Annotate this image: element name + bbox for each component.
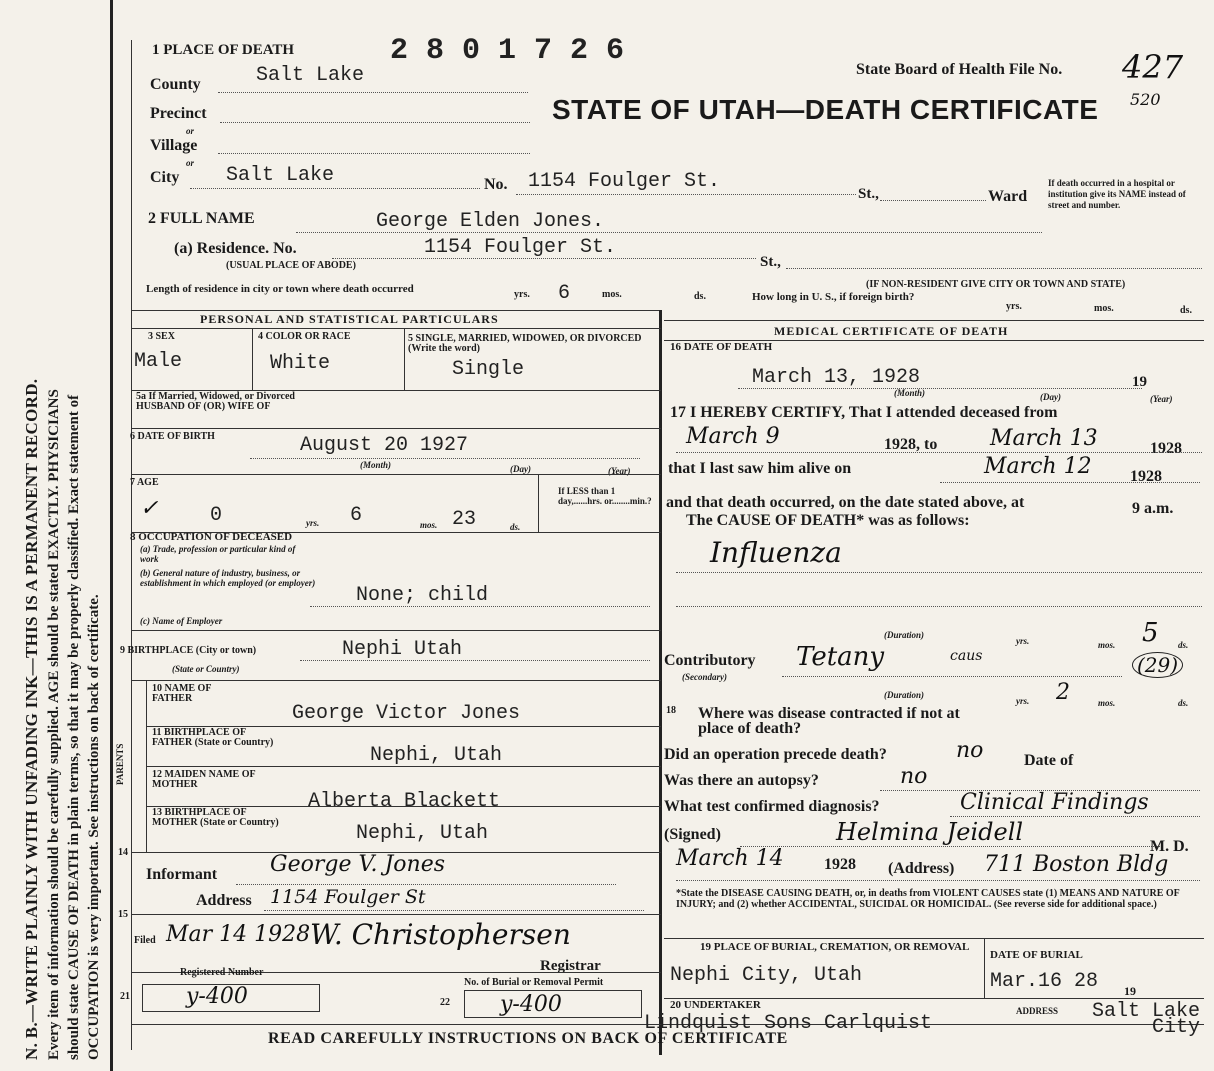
file-number-label: State Board of Health File No. [856, 61, 1063, 78]
filed-value: Mar 14 1928 [166, 922, 311, 947]
us-label: How long in U. S., if foreign birth? [752, 291, 915, 303]
dob-day-label: (Day) [510, 464, 531, 474]
age-yrs-label: yrs. [306, 518, 320, 528]
parents-label: PARENTS [115, 743, 125, 785]
residence-st-label: St., [760, 254, 781, 270]
date-of-label: Date of [1024, 752, 1074, 769]
undertaker-label: 20 UNDERTAKER [670, 999, 761, 1011]
medical-heading: MEDICAL CERTIFICATE OF DEATH [774, 324, 1009, 338]
non-resident-note: (IF NON-RESIDENT GIVE CITY OR TOWN AND STATE) [866, 279, 1126, 290]
mother-birthplace-label: 13 BIRTHPLACE OF MOTHER (State or Country) [152, 807, 279, 828]
item-15: 15 [118, 909, 128, 920]
us-mos: mos. [1094, 303, 1114, 314]
father-birthplace-label: 11 BIRTHPLACE OF FATHER (State or Country) [152, 727, 274, 748]
death-occurred-label: and that death occurred, on the date stated above, at [666, 494, 1025, 511]
side-line-3: should state CAUSE OF DEATH in plain terms, so that it may be properly classified. Exact statement of [66, 394, 82, 1060]
contracted-label: Where was disease contracted if not at place of death? [698, 705, 960, 737]
item-14: 14 [118, 847, 128, 858]
attended-to-year: 1928 [1150, 440, 1182, 457]
duration2-mos: mos. [1098, 698, 1116, 708]
duration2-yrs: yrs. [1016, 696, 1030, 706]
stamp-number: 2 8 0 1 7 2 6 [390, 34, 625, 68]
contributory-code: (29) [1132, 652, 1183, 678]
father-birthplace-value: Nephi, Utah [370, 744, 503, 767]
certify-label: 17 I HEREBY CERTIFY, That I attended deceased from [670, 404, 1058, 421]
burial-place-label: 19 PLACE OF BURIAL, CREMATION, OR REMOVAL [700, 941, 970, 953]
age-ds-label: ds. [510, 522, 521, 532]
cause-label: The CAUSE OF DEATH* was as follows: [686, 512, 970, 529]
cause-footnote: *State the DISEASE CAUSING DEATH, or, in deaths from VIOLENT CAUSES state (1) MEANS AND NATURE OF INJURY; and (2) whether ACCIDENTAL, SUICIDAL OR HOMICIDAL. (See reverse side for additional space.) [676, 888, 1180, 910]
informant-value: George V. Jones [270, 852, 446, 877]
or-1: or [186, 126, 195, 136]
death-date-label: 16 DATE OF DEATH [670, 341, 773, 353]
duration-mos: mos. [1098, 640, 1116, 650]
county-value: Salt Lake [256, 64, 365, 87]
contributory-value: Tetany [796, 642, 885, 672]
contributory-note: caus [950, 648, 983, 664]
age-check: ✓ [140, 496, 159, 521]
age-yrs-value: 0 [210, 504, 223, 527]
burial-permit-value: y-400 [500, 992, 562, 1017]
duration2-ds: ds. [1178, 698, 1189, 708]
full-name-label: 2 FULL NAME [148, 210, 255, 227]
mother-value: Alberta Blackett [308, 790, 501, 813]
attended-from-value: March 9 [686, 424, 780, 449]
us-ds: ds. [1180, 305, 1192, 316]
death-day-label: (Day) [1040, 392, 1061, 402]
signed-date: March 14 [676, 846, 784, 871]
burial-place-value: Nephi City, Utah [670, 964, 863, 987]
sex-label: 3 SEX [148, 331, 175, 342]
last-saw-value: March 12 [984, 454, 1092, 479]
attended-to-value: March 13 [990, 426, 1098, 451]
us-yrs: yrs. [1006, 301, 1022, 312]
marital-value: Single [452, 358, 525, 381]
registered-number-value: y-400 [186, 984, 248, 1009]
birthplace-label: 9 BIRTHPLACE (City or town) [120, 645, 257, 656]
occupation-label: 8 OCCUPATION OF DECEASED [130, 531, 293, 543]
marital-label: 5 SINGLE, MARRIED, WIDOWED, OR DIVORCED (Write the word) [408, 333, 642, 354]
death-year-label: (Year) [1150, 394, 1173, 404]
age-ds-value: 23 [452, 508, 477, 531]
contributory-label: Contributory [664, 652, 756, 669]
signed-year: 1928 [824, 856, 856, 873]
filed-label: Filed [134, 935, 156, 946]
physician-address-label: (Address) [888, 860, 955, 877]
age-mos-value: 6 [350, 504, 363, 527]
md-label: M. D. [1150, 838, 1189, 855]
dob-value: August 20 1927 [300, 434, 469, 457]
duration-value: 5 [1142, 618, 1159, 648]
secondary-label: (Secondary) [682, 672, 727, 682]
operation-label: Did an operation precede death? [664, 746, 887, 763]
death-date-value: March 13, 1928 [752, 366, 921, 389]
duration-yrs: yrs. [1016, 636, 1030, 646]
cause-value: Influenza [710, 536, 842, 569]
city-label: City [150, 169, 180, 186]
county-label: County [150, 76, 201, 93]
residence-value: 1154 Foulger St. [424, 236, 617, 259]
ward-note: If death occurred in a hospital or institution give its NAME instead of street and number. [1048, 178, 1186, 210]
full-name-value: George Elden Jones. [376, 210, 605, 233]
undertaker-value: Lindquist Sons Carlquist [644, 1012, 933, 1035]
test-label: What test confirmed diagnosis? [664, 798, 880, 815]
physician-address-value: 711 Boston Bldg [984, 852, 1169, 877]
husband-label: 5a If Married, Widowed, or Divorced HUSBAND OF (OR) WIFE OF [136, 391, 295, 412]
side-instructions [12, 40, 104, 1060]
filed-signature: W. Christophersen [310, 918, 571, 951]
st-label: St., [858, 186, 879, 202]
duration-label: (Duration) [884, 630, 925, 640]
usual-abode-label: (USUAL PLACE OF ABODE) [226, 260, 356, 271]
residence-label: (a) Residence. No. [174, 240, 297, 257]
footer-instructions: READ CAREFULLY INSTRUCTIONS ON BACK OF CERTIFICATE [268, 1030, 788, 1047]
autopsy-value: no [900, 764, 928, 789]
ward-label: Ward [988, 188, 1028, 205]
city-value: Salt Lake [226, 164, 335, 187]
last-saw-year: 1928 [1130, 468, 1162, 485]
signed-label: (Signed) [664, 826, 721, 843]
if-less-label: If LESS than 1 day,......hrs. or........min.? [558, 486, 652, 506]
mother-label: 12 MAIDEN NAME OF MOTHER [152, 769, 256, 790]
autopsy-label: Was there an autopsy? [664, 772, 819, 789]
occupation-b-label: (b) General nature of industry, business, or establishment in which employed (or employer) [140, 568, 316, 588]
file-number-sub: 520 [1130, 90, 1161, 109]
last-saw-label: that I last saw him alive on [668, 460, 852, 477]
burial-date-label: DATE OF BURIAL [990, 949, 1083, 961]
precinct-label: Precinct [150, 105, 207, 122]
length-ds-label: ds. [694, 291, 706, 302]
occupation-value: None; child [356, 584, 489, 607]
item-22: 22 [440, 997, 450, 1008]
informant-label: Informant [146, 866, 218, 883]
mother-birthplace-value: Nephi, Utah [356, 822, 489, 845]
duration-ds: ds. [1178, 640, 1189, 650]
undertaker-address-label: ADDRESS [1016, 1006, 1059, 1016]
death-month-label: (Month) [894, 388, 926, 398]
length-mos-label: mos. [602, 289, 622, 300]
village-label: Village [150, 137, 198, 154]
occupation-a-label: (a) Trade, profession or particular kind of work [140, 544, 296, 564]
duration2-value: 2 [1056, 680, 1070, 705]
death-time-value: 9 a.m. [1132, 500, 1174, 517]
duration2-label: (Duration) [884, 690, 925, 700]
item-21: 21 [120, 991, 130, 1002]
file-number-value: 427 [1122, 48, 1184, 86]
certificate-title: STATE OF UTAH—DEATH CERTIFICATE [552, 94, 1099, 125]
color-label: 4 COLOR OR RACE [258, 331, 351, 342]
length-yrs-label: yrs. [514, 289, 530, 300]
length-yrs-value: 6 [558, 282, 571, 305]
informant-address-value: 1154 Foulger St [270, 886, 426, 908]
registrar-label: Registrar [540, 958, 601, 974]
or-2: or [186, 158, 195, 168]
father-value: George Victor Jones [292, 702, 521, 725]
attended-from-year: 1928, to [884, 436, 938, 453]
personal-heading: PERSONAL AND STATISTICAL PARTICULARS [200, 312, 499, 326]
age-mos-label: mos. [420, 520, 438, 530]
employer-label: (c) Name of Employer [140, 616, 223, 626]
side-line-2: Every item of information should be carefully supplied. AGE should be stated EXACTLY. PHYSICIANS [46, 389, 62, 1060]
burial-date-value: Mar.16 28 [990, 970, 1099, 993]
burial-year-prefix: 19 [1124, 984, 1136, 998]
dob-label: 6 DATE OF BIRTH [130, 431, 215, 442]
father-label: 10 NAME OF FATHER [152, 683, 212, 704]
death-year-prefix: 19 [1132, 374, 1147, 390]
side-line-4: OCCUPATION is very important. See instructions on back of certificate. [86, 594, 102, 1060]
side-line-1: N. B.—WRITE PLAINLY WITH UNFADING INK—THIS IS A PERMANENT RECORD. [22, 378, 41, 1060]
age-label: 7 AGE [130, 477, 159, 488]
informant-address-label: Address [196, 892, 252, 909]
no-label: No. [484, 176, 508, 193]
undertaker-address-value: Salt Lake City [1091, 1000, 1200, 1039]
birthplace-value: Nephi Utah [342, 638, 463, 661]
birthplace-sub-label: (State or Country) [172, 664, 240, 674]
place-of-death-label: 1 PLACE OF DEATH [152, 42, 295, 58]
street-number-value: 1154 Foulger St. [528, 170, 721, 193]
length-residence-label: Length of residence in city or town where death occurred [146, 283, 414, 295]
test-value: Clinical Findings [960, 790, 1149, 815]
registered-number-label: Registered Number [180, 967, 264, 978]
color-value: White [270, 352, 331, 375]
signed-value: Helmina Jeidell [836, 818, 1024, 846]
operation-value: no [956, 738, 984, 763]
dob-month-label: (Month) [360, 460, 392, 470]
dob-year-label: (Year) [608, 466, 631, 476]
sex-value: Male [134, 350, 183, 373]
burial-permit-label: No. of Burial or Removal Permit [464, 977, 604, 988]
item-18: 18 [666, 705, 676, 716]
